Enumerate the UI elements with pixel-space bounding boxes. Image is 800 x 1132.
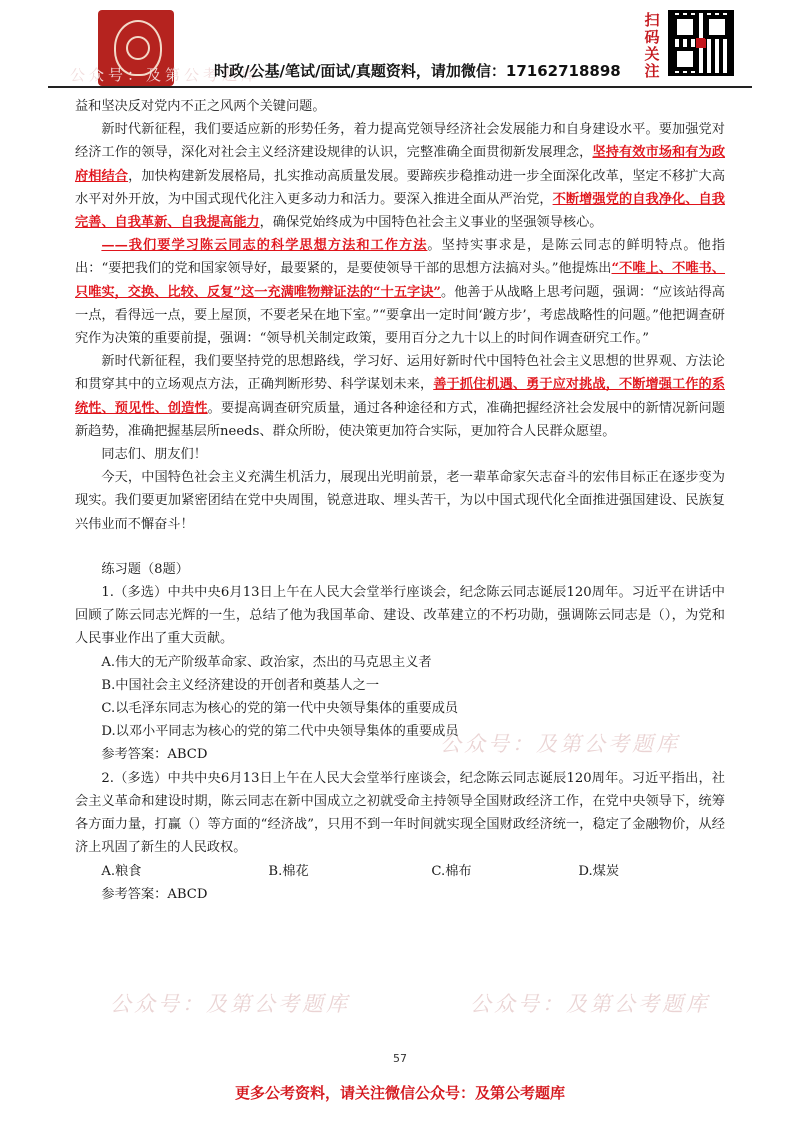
question-2-option-b: B.棉花 xyxy=(268,863,309,879)
question-1-option-d: D.以邓小平同志为核心的党的第二代中央领导集体的重要成员 xyxy=(101,724,459,740)
question-2-answer: 参考答案：ABCD xyxy=(101,886,208,902)
question-2-stem: 2.（多选）中共中央6月13日上午在人民大会堂举行座谈会，纪念陈云同志诞辰120周年。习近平指出，社会主义革命和建设时期，陈云同志在新中国成立之初就受命主持领导全国财政经济工作，在党中央领导下，统筹各方面力量，打赢（）等方面的“经济战”，只用不到一年时间就实现全国财政经济统一，稳定了金融物价，从经济上巩固了新生的人民政权。 xyxy=(75,770,725,856)
question-1-option-c: C.以毛泽东同志为核心的党的第一代中央领导集体的重要成员 xyxy=(101,701,459,717)
question-1-answer: 参考答案：ABCD xyxy=(101,747,208,763)
watermark: 公众号：及第公考题库 xyxy=(110,992,350,1016)
highlighted-text: 不断增强党的自我净化、自我完善、自我革新、自我提高能力 xyxy=(75,191,725,231)
scan-label: 扫码关注 xyxy=(644,11,660,80)
question-2-option-c: C.棉布 xyxy=(431,863,472,879)
qr-code-icon xyxy=(668,10,734,76)
paragraph-text: 新时代新征程，我们要适应新的形势任务，着力提高党领导经济社会发展能力和自身建设水平。要加强党对经济工作的领导，深化对社会主义经济建设规律的认识，完整准确全面贯彻新发展理念， xyxy=(75,122,725,161)
highlighted-text: “不唯上、不唯书、只唯实，交换、比较、反复”这一充满唯物辩证法的“十五字诀” xyxy=(75,261,725,300)
paragraph xyxy=(75,466,725,536)
question-2-options xyxy=(75,860,725,883)
paragraph-text: 同志们、朋友们！ xyxy=(101,447,207,463)
paragraph-text: 新时代新征程，我们要坚持党的思想路线，学习好、运用好新时代中国特色社会主义思想的世界观、方法论和贯穿其中的立场观点方法，正确判断形势、科学谋划未来， xyxy=(75,354,725,393)
page-header xyxy=(0,0,800,92)
paragraph-text: 益和坚决反对党内不正之风两个关键问题。 xyxy=(75,99,326,114)
header-title: 时政/公基/笔试/面试/真题资料，请加微信：17162718898 xyxy=(214,62,621,80)
highlighted-text: 善于抓住机遇、勇于应对挑战，不断增强工作的系统性、预见性、创造性 xyxy=(75,377,726,416)
watermark: 公众号：及第公考题库 xyxy=(440,732,680,756)
paragraph xyxy=(75,95,725,118)
page-number: 57 xyxy=(393,1052,407,1065)
question-2-option-a: A.粮食 xyxy=(101,863,142,879)
question-1-option-b: B.中国社会主义经济建设的开创者和奠基人之一 xyxy=(101,677,380,693)
paragraph-text: 。要提高调查研究质量，通过各种途径和方式，准确把握经济社会发展中的新情况新问题新趋势，准确把握基层所needs、群众所盼，使决策更加符合实际，更加符合人民群众愿望。 xyxy=(75,400,725,439)
paragraph-text: 。坚持实事求是，是陈云同志的鲜明特点。他指出：“要把我们的党和国家领导好，最要紧的，是要使领导干部的思想方法搞对头。”他提炼出 xyxy=(75,238,726,277)
highlighted-text: ——我们要学习陈云同志的科学思想方法和工作方法 xyxy=(101,238,428,254)
paragraph-text: ，确保党始终成为中国特色社会主义事业的坚强领导核心。 xyxy=(259,215,603,231)
header-watermark: 公众号：及第公考题库 xyxy=(70,66,261,84)
question-2-option-d: D.煤炭 xyxy=(578,863,620,879)
exercise-title: 练习题（8题） xyxy=(101,561,189,577)
document-body xyxy=(75,95,725,906)
footer-notice: 更多公考资料，请关注微信公众号：及第公考题库 xyxy=(234,1084,565,1102)
paragraph-text: ，加快构建新发展格局，扎实推动高质量发展。要蹄疾步稳推动进一步全面深化改革，坚定不移扩大高水平对外开放，为中国式现代化注入更多动力和活力。要深入推进全面从严治党， xyxy=(75,168,726,207)
question-1-option-a: A.伟大的无产阶级革命家、政治家，杰出的马克思主义者 xyxy=(101,654,432,670)
paragraph xyxy=(75,443,725,466)
highlighted-text: 坚持有效市场和有为政府相结合 xyxy=(75,145,726,184)
paragraph-text: 今天，中国特色社会主义充满生机活力，展现出光明前景，老一辈革命家矢志奋斗的宏伟目标正在逐步变为现实。我们要更加紧密团结在党中央周围，锐意进取、埋头苦干，为以中国式现代化全面推进强国建设、民族复兴伟业而不懈奋斗！ xyxy=(75,470,725,532)
header-divider xyxy=(48,86,752,88)
paragraph xyxy=(75,118,725,234)
paragraph xyxy=(75,234,725,350)
paragraph-text: 。他善于从战略上思考问题，强调：“应该站得高一点，看得远一点，要上屋顶，不要老呆在地下室。”“要拿出一定时间‘踱方步’，考虑战略性的问题。”他把调查研究作为决策的重要前提，强调：“领导机关制定政策，要用百分之九十以上的时间作调查研究工作。” xyxy=(75,284,725,347)
question-1-stem: 1.（多选）中共中央6月13日上午在人民大会堂举行座谈会，纪念陈云同志诞辰120周年。习近平在讲话中回顾了陈云同志光辉的一生，总结了他为我国革命、建设、改革建立的不朽功勋，强调陈云同志是（），为党和人民事业作出了重大贡献。 xyxy=(75,585,725,647)
watermark: 公众号：及第公考题库 xyxy=(470,992,710,1016)
paragraph xyxy=(75,350,725,443)
